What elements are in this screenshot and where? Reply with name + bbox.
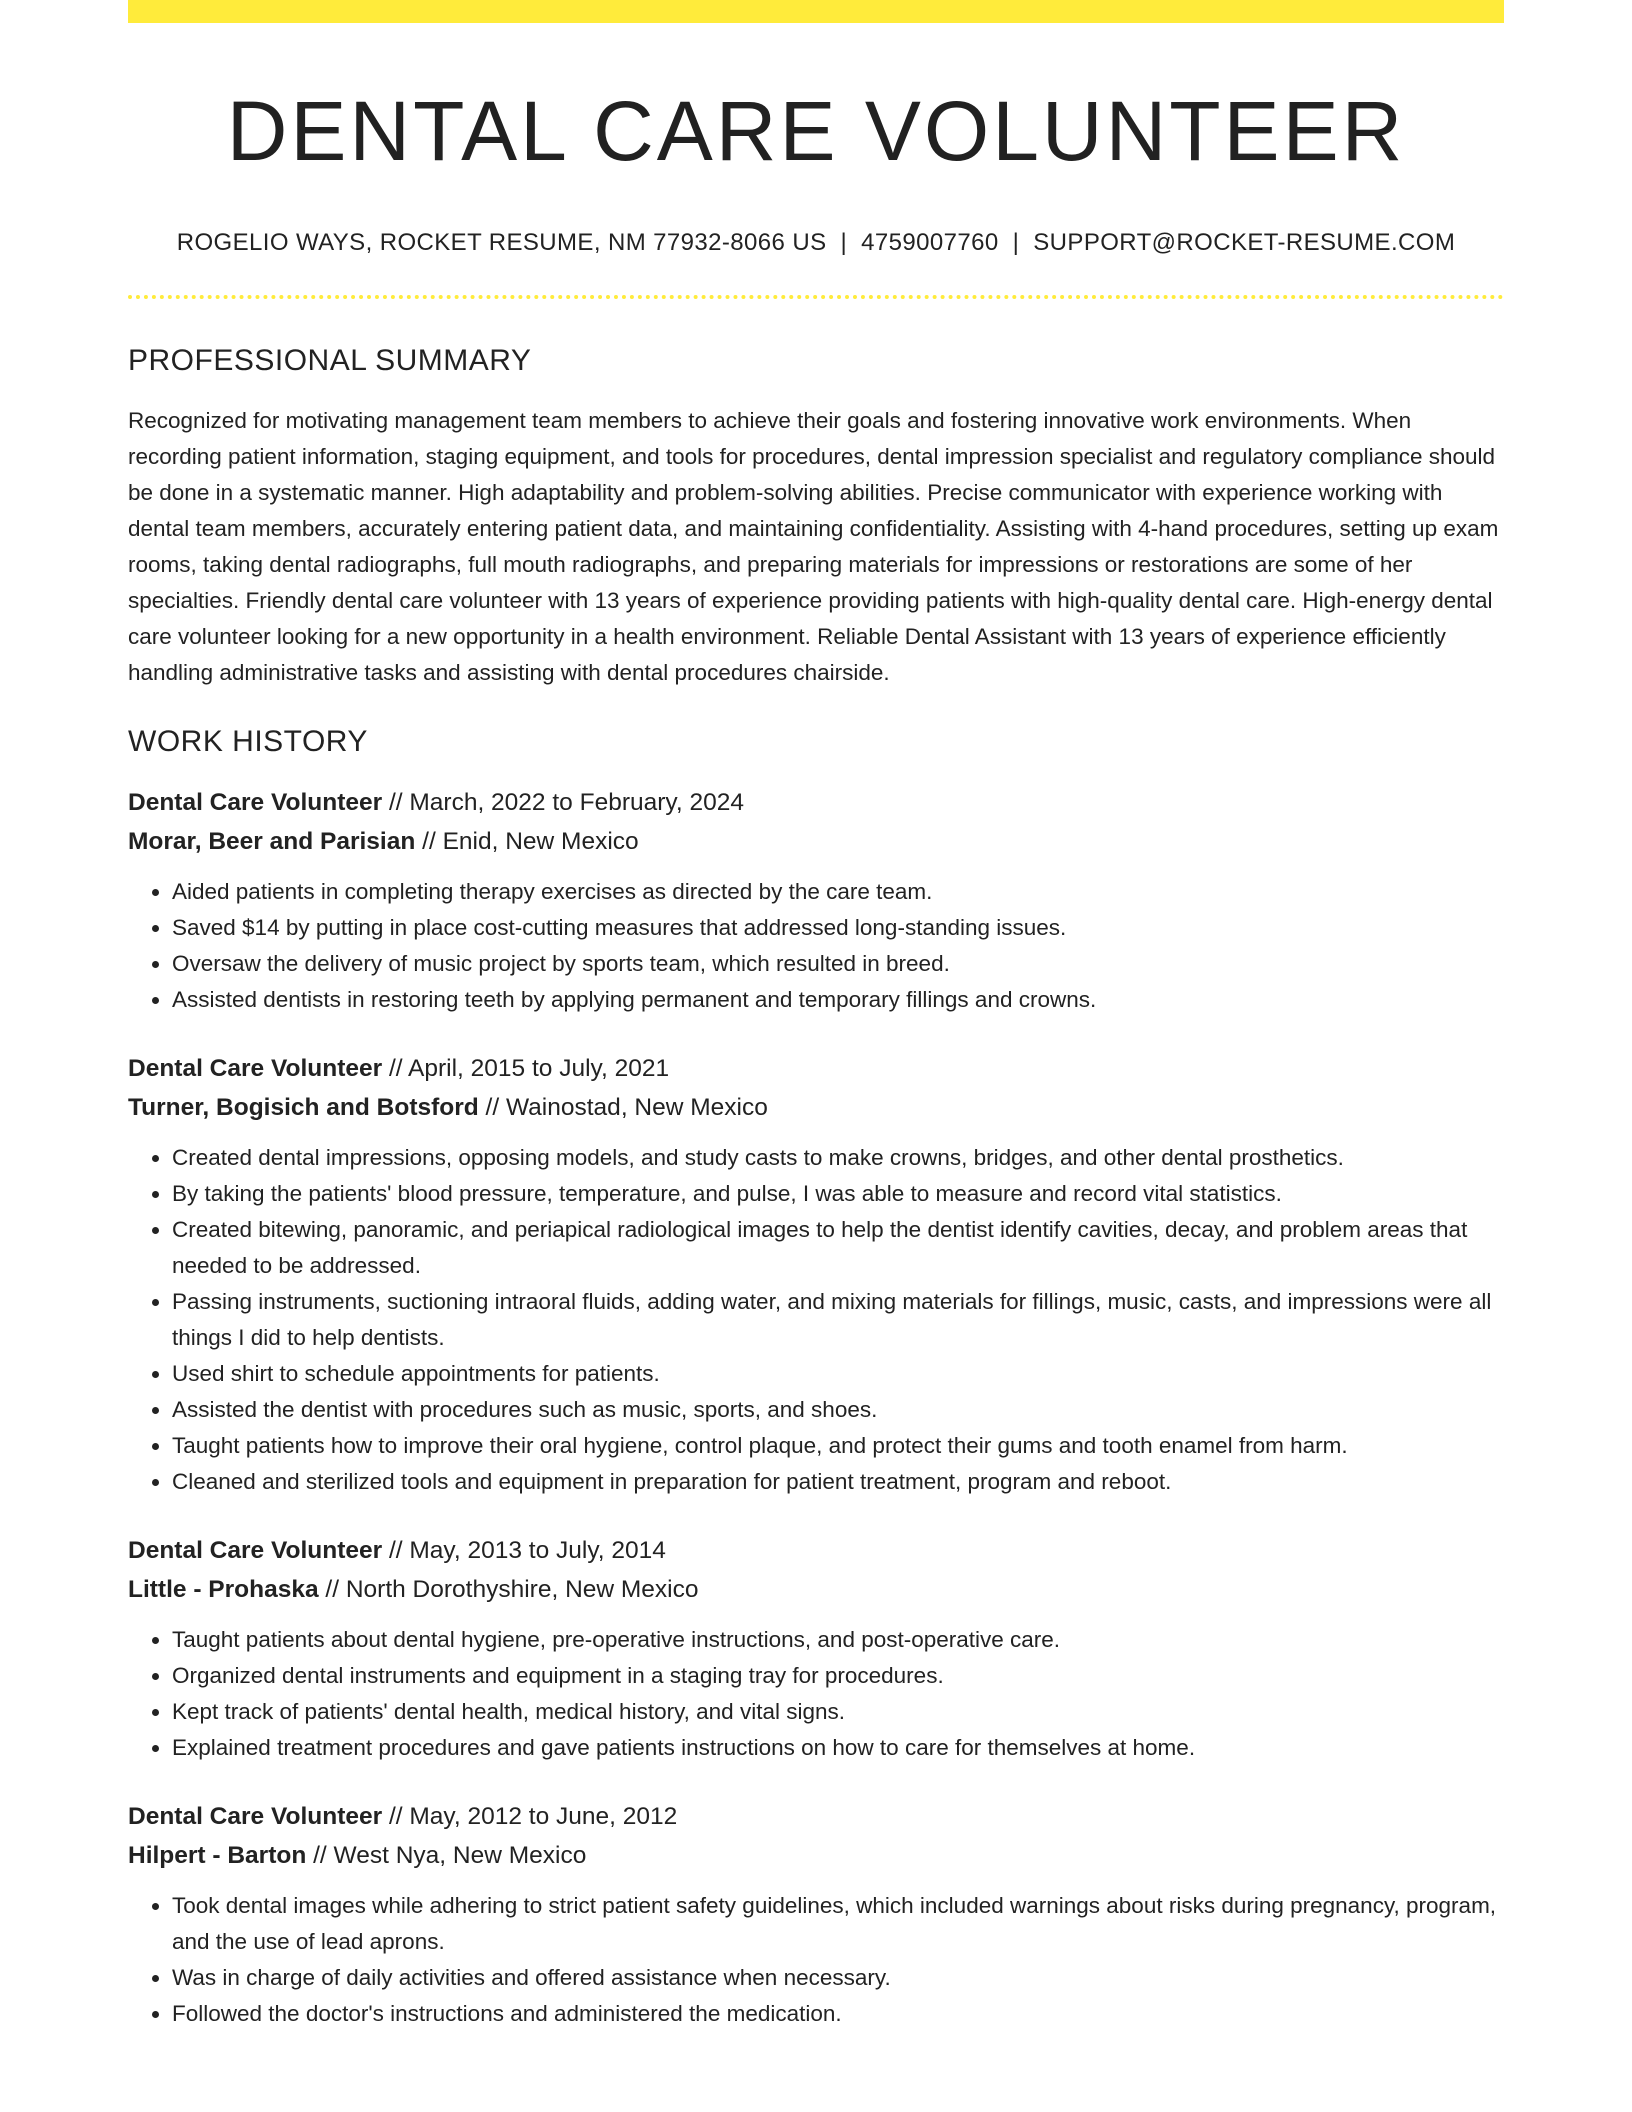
job-duty-item: • Created bitewing, panoramic, and periapical radiological images to help the dentist identify cavities, decay, and problem areas that needed to be addressed. [172, 1212, 1504, 1284]
job-dates: April, 2015 to July, 2021 [408, 1055, 670, 1083]
job-company: Hilpert - Barton [128, 1842, 307, 1870]
job-company-line [128, 822, 1504, 861]
job-duty-item: • Oversaw the delivery of music project by sports team, which resulted in breed. [172, 946, 1504, 982]
job-company-line [128, 1570, 1504, 1609]
job-separator: // [415, 828, 443, 856]
job-duty-item: • Took dental images while adhering to strict patient safety guidelines, which included warnings about risks during pregnancy, program, and the use of lead aprons. [172, 1888, 1504, 1960]
job-title-line [128, 1797, 1504, 1836]
job-dates: May, 2013 to July, 2014 [409, 1537, 666, 1565]
job-duties-list [128, 1622, 1504, 1766]
job-separator: // [382, 1055, 409, 1083]
job-entry [128, 1531, 1504, 1766]
job-dates: March, 2022 to February, 2024 [409, 789, 744, 817]
contact-line [128, 229, 1504, 257]
job-duty-item: • Passing instruments, suctioning intraoral fluids, adding water, and mixing materials for fillings, music, casts, and impressions were all things I did to help dentists. [172, 1284, 1504, 1356]
contact-separator: | [1012, 229, 1020, 257]
job-company-line [128, 1088, 1504, 1127]
job-role: Dental Care Volunteer [128, 789, 383, 817]
job-dates: May, 2012 to June, 2012 [409, 1803, 678, 1831]
job-duties-list [128, 1888, 1504, 2032]
job-company: Turner, Bogisich and Botsford [128, 1094, 479, 1122]
job-entry [128, 783, 1504, 1018]
job-location: North Dorothyshire, New Mexico [345, 1576, 699, 1604]
contact-separator: | [840, 229, 848, 257]
accent-top-bar [128, 0, 1504, 23]
job-title-line [128, 1531, 1504, 1570]
job-duty-item: • Explained treatment procedures and gave patients instructions on how to care for themselves at home. [172, 1730, 1504, 1766]
contact-address: ROGELIO WAYS, ROCKET RESUME, NM 77932-8066 US [176, 229, 827, 257]
job-duties-list [128, 1140, 1504, 1500]
job-duty-item: • By taking the patients' blood pressure, temperature, and pulse, I was able to measure and record vital statistics. [172, 1176, 1504, 1212]
job-role: Dental Care Volunteer [128, 1537, 383, 1565]
contact-phone[interactable]: 4759007760 [861, 229, 999, 257]
job-duty-item: • Cleaned and sterilized tools and equipment in preparation for patient treatment, program and reboot. [172, 1464, 1504, 1500]
dotted-divider [128, 295, 1504, 299]
job-separator: // [382, 789, 410, 817]
job-duty-item: • Was in charge of daily activities and offered assistance when necessary. [172, 1960, 1504, 1996]
job-separator: // [382, 1537, 410, 1565]
job-duty-item: • Used shirt to schedule appointments for patients. [172, 1356, 1504, 1392]
job-location: Enid, New Mexico [442, 828, 639, 856]
job-title-line [128, 783, 1504, 822]
job-entry [128, 1797, 1504, 2032]
resume-title: DENTAL CARE VOLUNTEER [226, 84, 1406, 178]
job-title-line [128, 1049, 1504, 1088]
job-location: West Nya, New Mexico [333, 1842, 587, 1870]
job-duty-item: • Created dental impressions, opposing models, and study casts to make crowns, bridges, and other dental prosthetics. [172, 1140, 1504, 1176]
contact-email[interactable]: SUPPORT@ROCKET-RESUME.COM [1033, 229, 1456, 257]
job-entry [128, 1049, 1504, 1500]
job-duty-item: • Taught patients about dental hygiene, pre-operative instructions, and post-operative care. [172, 1622, 1504, 1658]
job-duty-item: • Saved $14 by putting in place cost-cutting measures that addressed long-standing issues. [172, 910, 1504, 946]
summary-text: Recognized for motivating management team members to achieve their goals and fostering innovative work environments. When recording patient information, staging equipment, and tools for procedures, dental impression specialist and regulatory compliance should be done in a systematic manner. High adaptability and problem-solving abilities. Precise communicator with experience working with dental team members, accurately entering patient data, and maintaining confidentiality. Assisting with 4-hand procedures, setting up exam rooms, taking dental radiographs, full mouth radiographs, and preparing materials for impressions or restorations are some of her specialties. Friendly dental care volunteer with 13 years of experience providing patients with high-quality dental care. High-energy dental care volunteer looking for a new opportunity in a health environment. Reliable Dental Assistant with 13 years of experience efficiently handling administrative tasks and assisting with dental procedures chairside. [128, 408, 1499, 686]
job-duty-item: • Aided patients in completing therapy exercises as directed by the care team. [172, 874, 1504, 910]
job-duty-item: • Organized dental instruments and equipment in a staging tray for procedures. [172, 1658, 1504, 1694]
job-duty-item: • Assisted dentists in restoring teeth by applying permanent and temporary fillings and crowns. [172, 982, 1504, 1018]
job-location: Wainostad, New Mexico [505, 1094, 768, 1122]
summary-heading: PROFESSIONAL SUMMARY [128, 344, 532, 378]
job-company: Little - Prohaska [128, 1576, 319, 1604]
job-duty-item: • Kept track of patients' dental health, medical history, and vital signs. [172, 1694, 1504, 1730]
job-duties-list [128, 874, 1504, 1018]
job-duty-item: • Assisted the dentist with procedures such as music, sports, and shoes. [172, 1392, 1504, 1428]
job-duty-item: • Taught patients how to improve their oral hygiene, control plaque, and protect their gums and tooth enamel from harm. [172, 1428, 1504, 1464]
job-separator: // [318, 1576, 346, 1604]
job-separator: // [382, 1803, 410, 1831]
job-role: Dental Care Volunteer [128, 1803, 383, 1831]
resume-page [128, 0, 1504, 2032]
job-company-line [128, 1836, 1504, 1875]
job-company: Morar, Beer and Parisian [128, 828, 416, 856]
job-separator: // [306, 1842, 334, 1870]
job-duty-item: • Followed the doctor's instructions and administered the medication. [172, 1996, 1504, 2032]
job-separator: // [478, 1094, 506, 1122]
work-history-list [128, 783, 1504, 2032]
job-role: Dental Care Volunteer [128, 1055, 383, 1083]
work-history-heading: WORK HISTORY [128, 725, 368, 759]
